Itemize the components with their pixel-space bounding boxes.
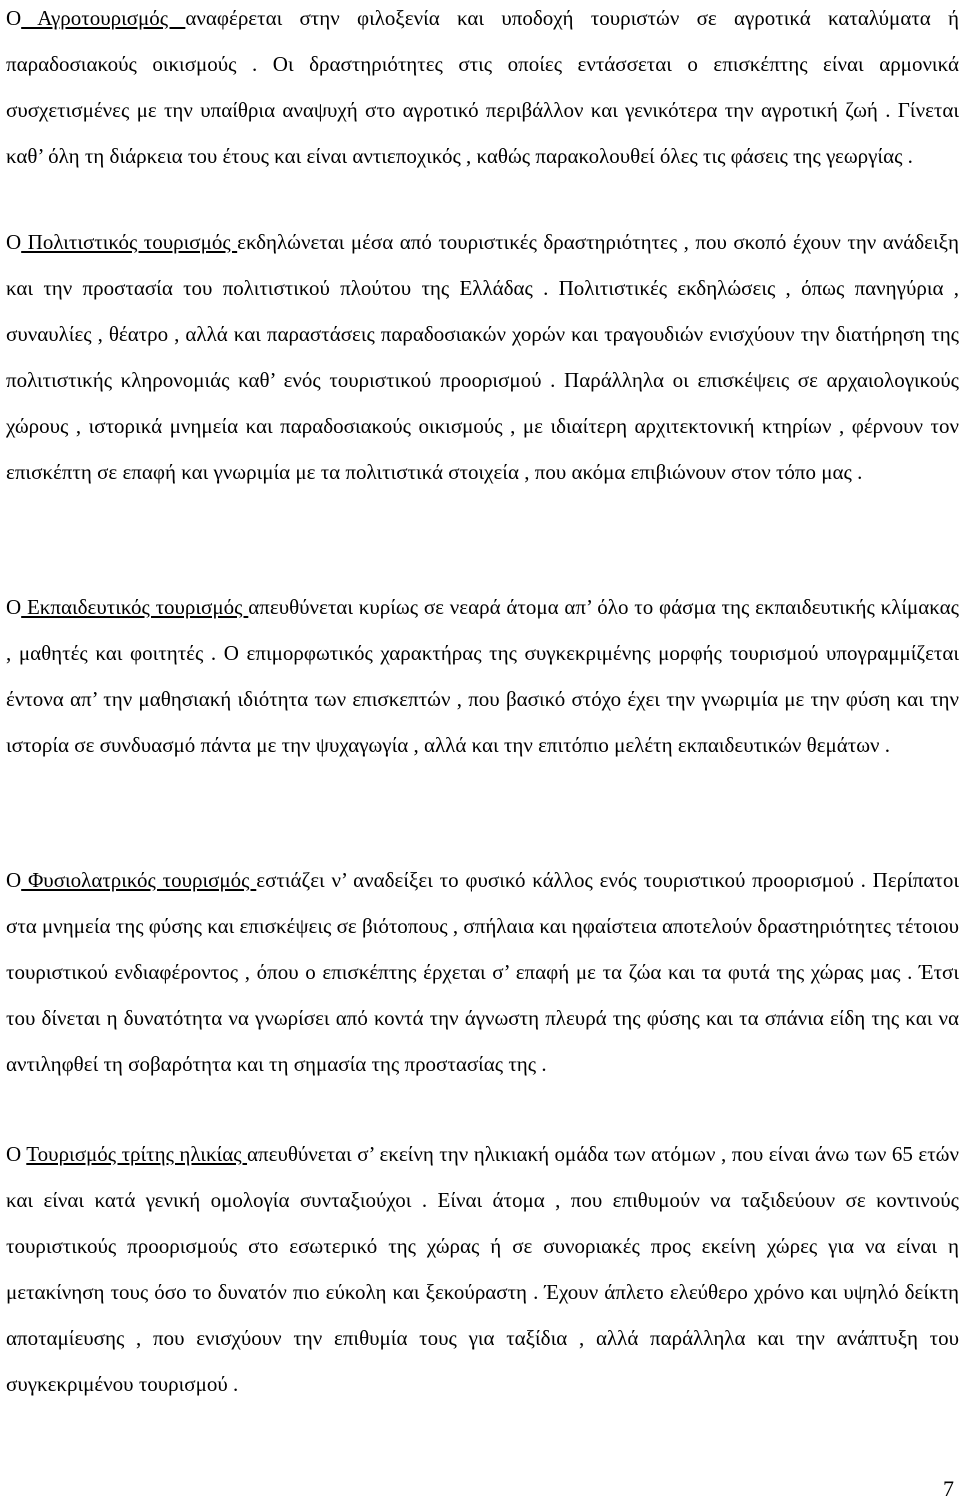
term-agrotourism: Αγροτουρισμός: [21, 6, 186, 30]
paragraph-educational-tourism: [6, 584, 959, 768]
paragraph-lead: Ο: [6, 230, 22, 254]
paragraph-lead: Ο: [6, 6, 22, 30]
paragraph-body: αναφέρεται στην φιλοξενία και υποδοχή τουριστών σε αγροτικά καταλύματα ή παραδοσιακούς οικισμούς . Οι δραστηριότητες στις οποίες εντάσσεται ο επισκέπτης είναι αρμονικά συσχετισμένες με την υπαίθρια αναψυχή στο αγροτικό περιβάλλον και γενικότερα την αγροτική ζωή . Γίνεται καθ’ όλη τη διάρκεια του έτους και είναι αντιεποχικός , καθώς παρακολουθεί όλες τις φάσεις της γεωργίας .: [6, 6, 960, 168]
paragraph-lead: Ο: [6, 868, 22, 892]
paragraph-body: εστιάζει ν’ αναδείξει το φυσικό κάλλος ενός τουριστικού προορισμού . Περίπατοι στα μνημεία της φύσης και επισκέψεις σε βιότοπους , σπήλαια και ηφαίστεια αποτελούν δραστηριότητες τέτοιου τουριστικού ενδιαφέροντος , όπου ο επισκέπτης έρχεται σ’ επαφή με τα ζώα και τα φυτά της χώρας μας . Έτσι του δίνεται η δυνατότητα να γνωρίσει από κοντά την άγνωστη πλευρά της φύσης και τα σπάνια είδη της και να αντιληφθεί τη σοβαρότητα και τη σημασία της προστασίας της .: [6, 868, 959, 1076]
paragraph-body: απευθύνεται σ’ εκείνη την ηλικιακή ομάδα των ατόμων , που είναι άνω των 65 ετών και είναι κατά γενική ομολογία συνταξιούχοι . Είναι άτομα , που επιθυμούν να ταξιδεύουν σε κοντινούς τουριστικούς προορισμούς στο εσωτερικό της χώρας ή σε συνοριακές προς εκείνη χώρες για να είναι η μετακίνηση τους όσο το δυνατόν πιο εύκολη και ξεκούραστη . Έχουν άπλετο ελεύθερο χρόνο και υψηλό δείκτη αποταμίευσης , που ενισχύουν την επιθυμία τους για ταξίδια , αλλά παράλληλα και την ανάπτυξη του συγκεκριμένου τουρισμού .: [6, 1142, 959, 1396]
term-cultural-tourism: Πολιτιστικός τουρισμός: [21, 230, 238, 254]
paragraph-lead: Ο: [6, 595, 22, 619]
paragraph-agrotourism: [6, 0, 959, 179]
term-educational-tourism: Εκπαιδευτικός τουρισμός: [21, 595, 249, 619]
paragraph-body: απευθύνεται κυρίως σε νεαρά άτομα απ’ όλο το φάσμα της εκπαιδευτικής κλίμακας , μαθητές και φοιτητές . Ο επιμορφωτικός χαρακτήρας της συγκεκριμένης μορφής τουρισμού υπογραμμίζεται έντονα απ’ την μαθησιακή ιδιότητα των επισκεπτών , που βασικό στόχο έχει την γνωριμία με την φύση και την ιστορία σε συνδυασμό πάντα με την ψυχαγωγία , αλλά και την επιτόπιο μελέτη εκπαιδευτικών θεμάτων .: [6, 595, 960, 757]
paragraph-cultural-tourism: [6, 219, 959, 495]
page-number: 7: [943, 1476, 954, 1501]
term-senior-tourism: Τουρισμός τρίτης ηλικίας: [26, 1142, 248, 1166]
paragraph-body: εκδηλώνεται μέσα από τουριστικές δραστηριότητες , που σκοπό έχουν την ανάδειξη και την προστασία του πολιτιστικού πλούτου της Ελλάδας . Πολιτιστικές εκδηλώσεις , όπως πανηγύρια , συναυλίες , θέατρο , αλλά και παραστάσεις παραδοσιακών χορών και τραγουδιών ενισχύουν την διατήρηση της πολιτιστικής κληρονομιάς καθ’ ενός τουριστικού προορισμού . Παράλληλα οι επισκέψεις σε αρχαιολογικούς χώρους , ιστορικά μνημεία και παραδοσιακούς οικισμούς , με ιδιαίτερη αρχιτεκτονική κτηρίων , φέρνουν τον επισκέπτη σε επαφή και γνωριμία με τα πολιτιστικά στοιχεία , που ακόμα επιβιώνουν στον τόπο μας .: [6, 230, 959, 484]
term-nature-tourism: Φυσιολατρικός τουρισμός: [21, 868, 257, 892]
paragraph-lead: Ο: [6, 1142, 27, 1166]
paragraph-senior-tourism: [6, 1131, 959, 1407]
paragraph-nature-tourism: [6, 857, 959, 1087]
